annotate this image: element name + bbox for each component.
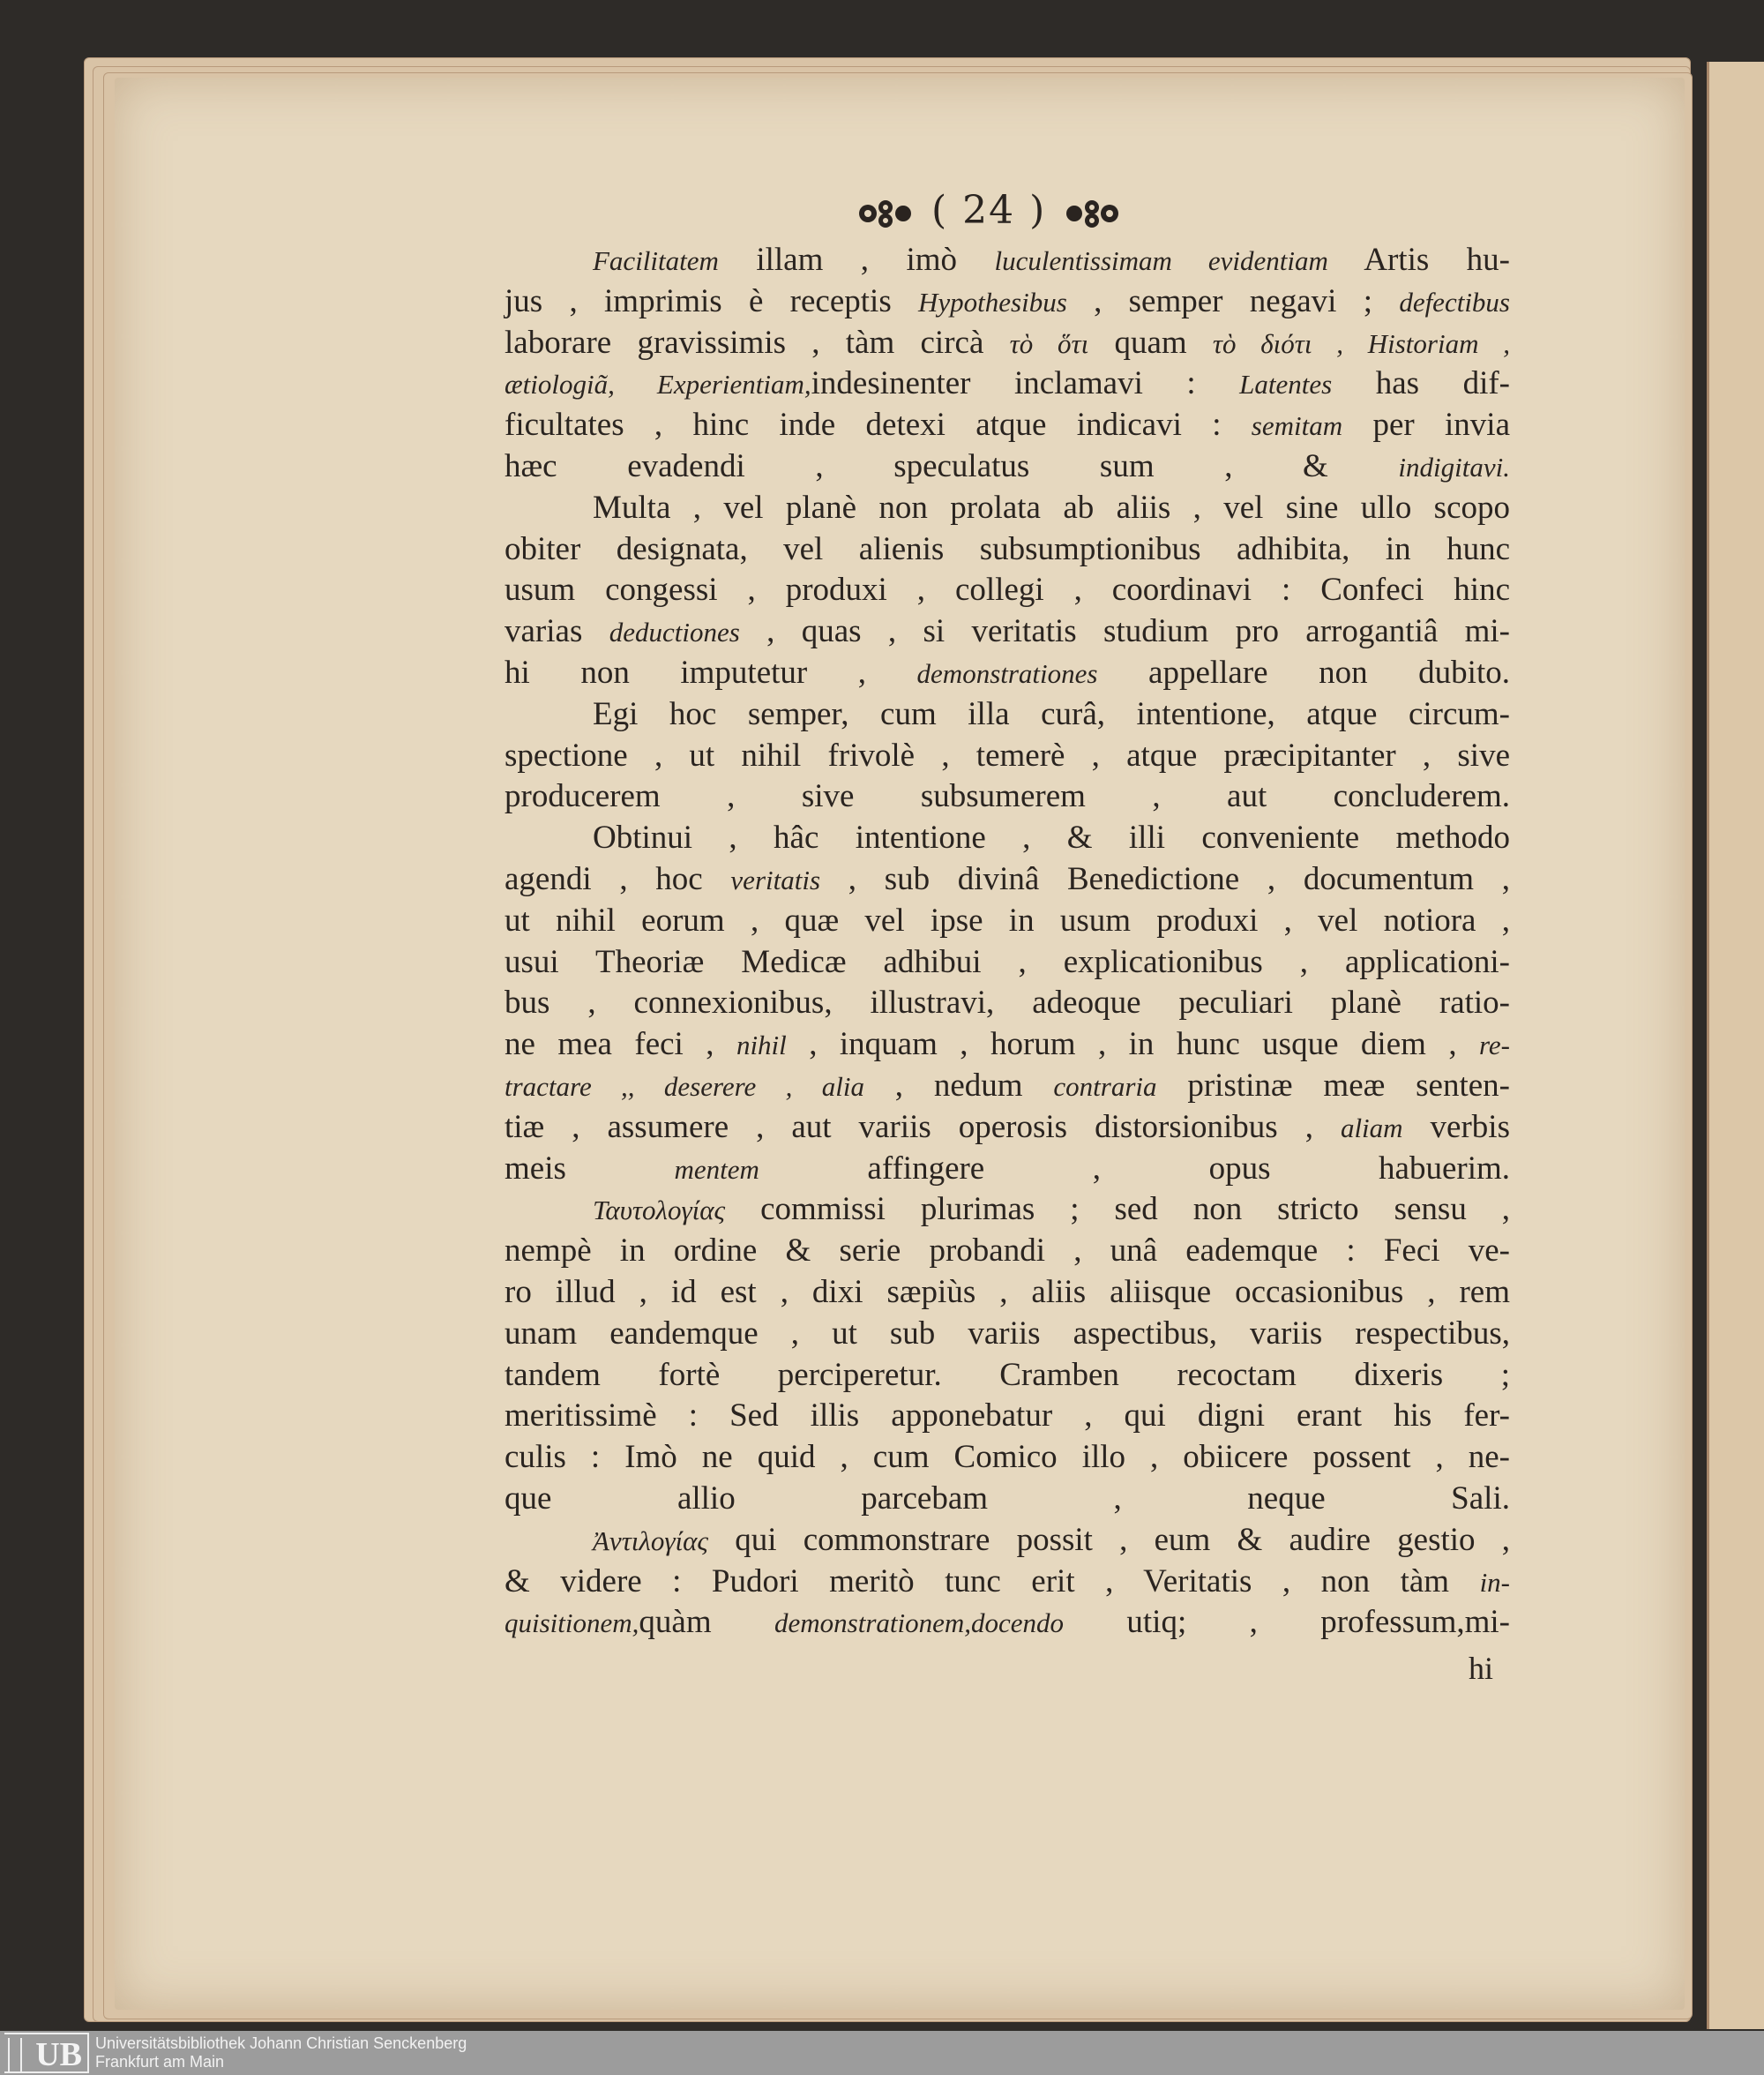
- text-line: [505, 281, 1510, 323]
- text-line: [505, 818, 1510, 859]
- italic-text: Ταυτολογίας: [593, 1195, 726, 1226]
- roman-text: , nedum: [863, 1067, 1054, 1104]
- italic-text: mentem: [674, 1153, 759, 1185]
- italic-text: Facilitatem: [593, 245, 719, 276]
- roman-text: affingere , opus habuerim.: [759, 1150, 1510, 1187]
- body-text: [505, 240, 1510, 1644]
- text-line: [505, 1520, 1510, 1562]
- logo-text: UB: [35, 2036, 82, 2073]
- text-line: [505, 653, 1510, 694]
- italic-text: Hypothesibus: [918, 286, 1067, 318]
- library-logo: [4, 2033, 89, 2073]
- roman-text: tiæ , assumere , aut variis operosis distorsionibus ,: [505, 1108, 1341, 1145]
- roman-text: illam , imò: [718, 242, 995, 278]
- roman-text: hi non imputetur ,: [505, 654, 917, 691]
- italic-text: aliam: [1340, 1112, 1403, 1143]
- page-header: [856, 188, 1122, 233]
- roman-text: laborare gravissimis , tàm circà: [505, 324, 1010, 361]
- text-line: [505, 446, 1510, 488]
- italic-text: semitam: [1251, 410, 1343, 442]
- roman-text: varias: [505, 613, 609, 650]
- roman-text: producerem , sive subsumerem , aut concluderem.: [505, 778, 1510, 815]
- text-line: [505, 1024, 1510, 1066]
- italic-text: re-: [1479, 1030, 1510, 1061]
- facing-page-edge: [1707, 62, 1764, 2029]
- roman-text: has dif-: [1332, 365, 1510, 402]
- italic-text: veritatis: [730, 864, 821, 895]
- footer-bar: [0, 2031, 1764, 2075]
- text-line: [505, 240, 1510, 281]
- page-number: ( 24 ): [931, 188, 1047, 233]
- roman-text: Multa , vel planè non prolata ab aliis , vel sine ullo scopo: [593, 489, 1510, 526]
- logo-columns-icon: [8, 2038, 22, 2071]
- text-line: [505, 1231, 1510, 1272]
- text-line: [505, 1149, 1510, 1190]
- roman-text: usum congessi , produxi , collegi , coordinavi : Confeci hinc: [505, 572, 1510, 609]
- roman-text: nempè in ordine & serie probandi , unâ eademque : Feci ve-: [505, 1232, 1510, 1270]
- roman-text: ro illud , id est , dixi sæpiùs , aliis aliisque occasionibus , rem: [505, 1273, 1510, 1310]
- italic-text: deductiones: [609, 617, 740, 648]
- text-line: [505, 1355, 1510, 1397]
- catchword: hi: [1469, 1651, 1494, 1686]
- italic-text: demonstrationem,docendo: [774, 1607, 1065, 1639]
- roman-text: pristinæ meæ senten-: [1156, 1067, 1510, 1104]
- library-name: [95, 2034, 467, 2071]
- roman-text: per invia: [1342, 407, 1510, 444]
- roman-text: ut nihil eorum , quæ vel ipse in usum produxi , vel notiora ,: [505, 902, 1510, 939]
- text-line: [505, 1602, 1510, 1644]
- roman-text: hæc evadendi , speculatus sum , &: [505, 447, 1399, 484]
- text-line: [505, 323, 1510, 364]
- roman-text: utiq; , professum,mi-: [1064, 1604, 1510, 1641]
- roman-text: & videre : Pudori meritò tunc erit , Veritatis , non tàm: [505, 1562, 1480, 1599]
- roman-text: Artis hu-: [1327, 242, 1510, 278]
- roman-text: commissi plurimas ; sed non stricto sensu ,: [725, 1191, 1510, 1228]
- roman-text: tandem fortè perciperetur. Cramben recoctam dixeris ;: [505, 1356, 1510, 1393]
- italic-text: demonstrationes: [916, 657, 1098, 689]
- roman-text: usui Theoriæ Medicæ adhibui , explicationibus , applicationi-: [505, 943, 1510, 980]
- roman-text: , sub divinâ Benedictione , documentum ,: [820, 860, 1510, 897]
- roman-text: bus , connexionibus, illustravi, adeoque peculiari planè ratio-: [505, 985, 1510, 1022]
- text-line: [505, 776, 1510, 818]
- italic-text: τὸ ὅτι: [1009, 327, 1089, 359]
- roman-text: appellare non dubito.: [1097, 654, 1510, 691]
- text-line: [505, 363, 1510, 405]
- text-line: [505, 1107, 1510, 1149]
- roman-text: Egi hoc semper, cum illa curâ, intentione, atque circum-: [593, 695, 1510, 732]
- text-line: [505, 1479, 1510, 1520]
- text-line: [505, 1314, 1510, 1355]
- roman-text: meritissimè : Sed illis apponebatur , qui digni erant his fer-: [505, 1397, 1510, 1435]
- italic-text: Latentes: [1239, 369, 1333, 401]
- roman-text: que allio parcebam , neque Sali.: [505, 1479, 1510, 1517]
- roman-text: unam eandemque , ut sub variis aspectibus, variis respectibus,: [505, 1315, 1510, 1352]
- roman-text: agendi , hoc: [505, 860, 731, 897]
- roman-text: , inquam , horum , in hunc usque diem ,: [786, 1026, 1479, 1063]
- text-line: [505, 901, 1510, 942]
- italic-text: luculentissimam evidentiam: [994, 245, 1328, 276]
- ornament-right-icon: [1060, 197, 1122, 230]
- text-line: [505, 611, 1510, 653]
- italic-text: tractare ,, deserere , alia: [505, 1070, 864, 1102]
- roman-text: spectione , ut nihil frivolè , temerè , atque præcipitanter , sive: [505, 737, 1510, 774]
- roman-text: quam: [1088, 324, 1213, 361]
- text-line: [505, 1437, 1510, 1479]
- text-line: [505, 983, 1510, 1024]
- italic-text: Ἀντιλογίας: [593, 1524, 709, 1556]
- roman-text: verbis: [1402, 1108, 1510, 1145]
- library-name-line1: Universitätsbibliothek Johann Christian Senckenberg: [95, 2034, 467, 2052]
- roman-text: quàm: [639, 1604, 774, 1641]
- italic-text: quisitionem,: [505, 1607, 639, 1639]
- roman-text: ne mea feci ,: [505, 1026, 736, 1063]
- roman-text: obiter designata, vel alienis subsumptionibus adhibita, in hunc: [505, 530, 1510, 567]
- roman-text: culis : Imò ne quid , cum Comico illo , obiicere possent , ne-: [505, 1439, 1510, 1476]
- library-name-line2: Frankfurt am Main: [95, 2053, 225, 2071]
- roman-text: jus , imprimis è receptis: [505, 282, 919, 319]
- text-line: [505, 736, 1510, 777]
- text-line: [505, 694, 1510, 736]
- text-line: [505, 1066, 1510, 1107]
- text-line: [505, 1396, 1510, 1437]
- roman-text: Obtinui , hâc intentione , & illi conveniente methodo: [593, 820, 1510, 857]
- italic-text: ætiologiã, Experientiam,: [505, 369, 811, 401]
- italic-text: nihil: [736, 1030, 787, 1061]
- ornament-left-icon: [856, 197, 917, 230]
- roman-text: ficultates , hinc inde detexi atque indicavi :: [505, 407, 1252, 444]
- text-line: [505, 529, 1510, 571]
- italic-text: in-: [1479, 1566, 1510, 1598]
- text-line: [505, 570, 1510, 611]
- italic-text: contraria: [1053, 1070, 1157, 1102]
- roman-text: , semper negavi ;: [1066, 282, 1400, 319]
- roman-text: meis: [505, 1150, 675, 1187]
- italic-text: τὸ διότι , Historiam ,: [1212, 327, 1510, 359]
- roman-text: , quas , si veritatis studium pro arrogantiâ mi-: [739, 613, 1510, 650]
- roman-text: qui commonstrare possit , eum & audire gestio ,: [708, 1521, 1510, 1558]
- text-line: [505, 488, 1510, 529]
- text-line: [505, 1272, 1510, 1314]
- text-line: [505, 859, 1510, 901]
- italic-text: indigitavi.: [1398, 451, 1510, 483]
- roman-text: indesinenter inclamavi :: [811, 365, 1240, 402]
- text-line: [505, 405, 1510, 446]
- text-line: [505, 942, 1510, 984]
- text-line: [505, 1189, 1510, 1231]
- text-line: [505, 1562, 1510, 1603]
- italic-text: defectibus: [1399, 286, 1510, 318]
